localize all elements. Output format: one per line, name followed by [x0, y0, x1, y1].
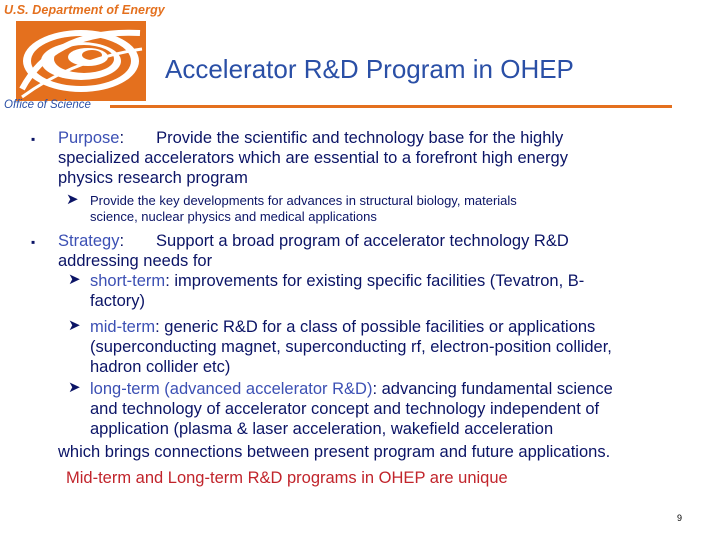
- long-term-keyword: long-term (advanced accelerator R&D): [90, 380, 373, 398]
- purpose-sub-line-2: science, nuclear physics and medical applications: [90, 209, 377, 224]
- long-term-line-3: application (plasma & laser acceleration, wakefield acceleration: [90, 420, 554, 438]
- arrow-bullet-icon: ➤: [66, 191, 79, 208]
- purpose-line-2: specialized accelerators which are essential to a forefront high energy: [58, 149, 568, 167]
- long-term-line-1: long-term (advanced accelerator R&D): advancing fundamental science: [90, 380, 613, 398]
- purpose-line-1: Purpose: Provide the scientific and technology base for the highly: [58, 129, 564, 147]
- arrow-bullet-icon: ➤: [68, 317, 81, 334]
- square-bullet-icon: ▪: [31, 235, 36, 249]
- short-term-line-2: factory): [90, 292, 146, 310]
- arrow-bullet-icon: ➤: [68, 271, 81, 288]
- strategy-label: Strategy: [58, 232, 120, 250]
- short-term-line-1: short-term: improvements for existing specific facilities (Tevatron, B-: [90, 272, 585, 290]
- mid-term-keyword: mid-term: [90, 318, 156, 336]
- mid-term-line-3: hadron collider etc): [90, 358, 231, 376]
- square-bullet-icon: ▪: [31, 132, 36, 146]
- agency-name: U.S. Department of Energy: [4, 3, 165, 17]
- page-number: 9: [676, 513, 682, 523]
- office-name: Office of Science: [4, 99, 91, 111]
- mid-term-line-1: mid-term: generic R&D for a class of possible facilities or applications: [90, 318, 596, 336]
- conclusion-text: Mid-term and Long-term R&D programs in OHEP are unique: [66, 469, 508, 487]
- doe-logo: [14, 19, 148, 103]
- purpose-label: Purpose: [58, 129, 120, 147]
- arrow-bullet-icon: ➤: [68, 379, 81, 396]
- slide-title: Accelerator R&D Program in OHEP: [165, 54, 574, 84]
- long-term-line-2: and technology of accelerator concept and technology independent of: [90, 400, 600, 418]
- purpose-sub-line-1: Provide the key developments for advances in structural biology, materials: [90, 193, 517, 208]
- strategy-line-1: Strategy: Support a broad program of accelerator technology R&D: [58, 232, 569, 250]
- mid-term-line-2: (superconducting magnet, superconducting rf, electron-position collider,: [90, 338, 612, 356]
- purpose-line-3: physics research program: [58, 169, 248, 187]
- short-term-keyword: short-term: [90, 272, 166, 290]
- strategy-text: Support a broad program of accelerator technology R&D: [156, 232, 569, 250]
- purpose-text: Provide the scientific and technology base for the highly: [156, 129, 564, 147]
- strategy-closing: which brings connections between present program and future applications.: [58, 443, 611, 461]
- strategy-line-2: addressing needs for: [58, 252, 213, 270]
- header-rule: [110, 105, 672, 108]
